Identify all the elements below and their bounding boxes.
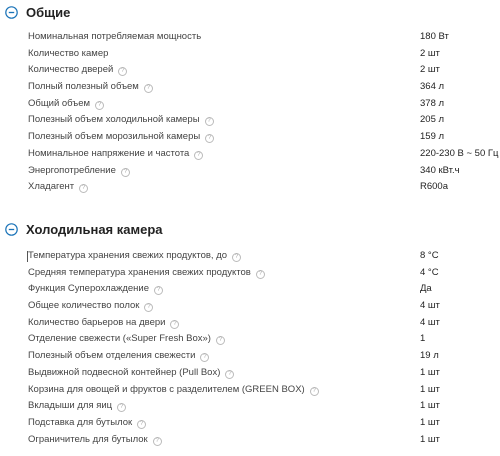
spec-row bbox=[0, 62, 500, 79]
question-circle-icon[interactable]: ? bbox=[205, 117, 214, 126]
question-circle-icon[interactable]: ? bbox=[154, 286, 163, 295]
question-circle-icon[interactable]: ? bbox=[95, 101, 104, 110]
spec-label bbox=[28, 79, 153, 96]
question-circle-icon[interactable]: ? bbox=[144, 303, 153, 312]
spec-value: 4 шт bbox=[420, 316, 440, 328]
spec-row bbox=[0, 415, 500, 432]
spec-label bbox=[28, 365, 234, 382]
question-circle-icon[interactable]: ? bbox=[118, 67, 127, 76]
spec-row bbox=[0, 112, 500, 129]
spec-row bbox=[0, 46, 500, 63]
spec-label-text: Полезный объем отделения свежести bbox=[28, 350, 196, 362]
spec-list-fridge bbox=[0, 248, 500, 448]
spec-label bbox=[28, 129, 214, 146]
spec-row bbox=[0, 382, 500, 399]
spec-label-text: Полезный объем холодильной камеры bbox=[28, 114, 200, 126]
spec-row bbox=[0, 331, 500, 348]
spec-label-text: Хладагент bbox=[28, 181, 75, 193]
spec-value: 1 шт bbox=[420, 383, 440, 395]
section-fridge-title: Холодильная камера bbox=[26, 222, 163, 237]
question-circle-icon[interactable]: ? bbox=[225, 370, 234, 379]
spec-row bbox=[0, 365, 500, 382]
spec-value: 159 л bbox=[420, 131, 445, 143]
section-general-header[interactable] bbox=[0, 0, 500, 24]
spec-label-text: Отделение свежести («Super Fresh Box») bbox=[28, 333, 211, 345]
spec-value: Да bbox=[420, 283, 432, 295]
section-general bbox=[0, 0, 500, 193]
spec-row bbox=[0, 432, 500, 449]
spec-row bbox=[0, 398, 500, 415]
spec-label bbox=[28, 46, 108, 63]
spec-row bbox=[0, 146, 500, 163]
spec-row bbox=[0, 79, 500, 96]
spec-list-general bbox=[0, 29, 500, 196]
spec-label-text: Температура хранения свежих продуктов, до bbox=[28, 250, 228, 261]
spec-label bbox=[28, 248, 241, 265]
spec-row bbox=[0, 129, 500, 146]
spec-value: 1 bbox=[420, 333, 426, 345]
spec-value: 220-230 В ~ 50 Гц bbox=[420, 147, 499, 159]
question-circle-icon[interactable]: ? bbox=[137, 420, 146, 429]
question-circle-icon[interactable]: ? bbox=[232, 253, 241, 262]
spec-label bbox=[28, 398, 126, 415]
spec-value: 4 шт bbox=[420, 300, 440, 312]
section-general-title: Общие bbox=[26, 5, 71, 20]
spec-value: 180 Вт bbox=[420, 31, 449, 42]
spec-label-text: Общее количество полок bbox=[28, 300, 140, 312]
spec-label bbox=[28, 62, 127, 79]
question-circle-icon[interactable]: ? bbox=[144, 84, 153, 93]
spec-label-text: Корзина для овощей и фруктов с разделителем (GREEN BOX) bbox=[28, 383, 305, 395]
spec-label bbox=[28, 415, 146, 432]
spec-value: R600a bbox=[420, 181, 448, 193]
spec-label-text: Подставка для бутылок bbox=[28, 416, 133, 428]
question-circle-icon[interactable]: ? bbox=[170, 320, 179, 329]
spec-value: 1 шт bbox=[420, 416, 440, 428]
section-fridge bbox=[0, 218, 500, 445]
spec-label bbox=[28, 163, 130, 180]
spec-label bbox=[28, 348, 209, 365]
question-circle-icon[interactable]: ? bbox=[200, 353, 209, 362]
question-circle-icon[interactable]: ? bbox=[256, 270, 265, 279]
spec-value: 340 кВт.ч bbox=[420, 164, 460, 176]
spec-label-text: Средняя температура хранения свежих продуктов bbox=[28, 266, 251, 278]
spec-label-text: Полный полезный объем bbox=[28, 81, 139, 93]
spec-value: 364 л bbox=[420, 81, 445, 93]
spec-label-text: Номинальная потребляемая мощность bbox=[28, 31, 202, 42]
spec-label bbox=[28, 331, 225, 348]
spec-row bbox=[0, 163, 500, 180]
spec-label bbox=[28, 179, 88, 196]
minus-circle-icon[interactable] bbox=[5, 6, 18, 19]
spec-value: 4 °C bbox=[420, 266, 439, 278]
spec-label bbox=[28, 146, 203, 163]
spec-label bbox=[28, 29, 201, 46]
spec-value: 1 шт bbox=[420, 400, 440, 412]
spec-row bbox=[0, 281, 500, 298]
question-circle-icon[interactable]: ? bbox=[205, 134, 214, 143]
spec-value: 19 л bbox=[420, 350, 439, 362]
spec-row bbox=[0, 348, 500, 365]
spec-label bbox=[28, 112, 214, 129]
spec-label-text: Ограничитель для бутылок bbox=[28, 433, 148, 445]
spec-label bbox=[28, 265, 265, 282]
spec-label bbox=[28, 281, 163, 298]
spec-label bbox=[28, 315, 179, 332]
spec-label-text: Количество барьеров на двери bbox=[28, 316, 166, 328]
spec-value: 2 шт bbox=[420, 64, 440, 76]
spec-row bbox=[0, 96, 500, 113]
spec-label-text: Количество дверей bbox=[28, 64, 114, 76]
spec-label-text: Вкладыши для яиц bbox=[28, 400, 113, 412]
spec-value: 378 л bbox=[420, 97, 445, 109]
spec-value: 8 °C bbox=[420, 250, 439, 261]
question-circle-icon[interactable]: ? bbox=[117, 403, 126, 412]
spec-row bbox=[0, 315, 500, 332]
section-fridge-header[interactable] bbox=[0, 218, 500, 242]
question-circle-icon[interactable]: ? bbox=[153, 437, 162, 446]
spec-row bbox=[0, 29, 500, 46]
spec-row bbox=[0, 265, 500, 282]
spec-value: 205 л bbox=[420, 114, 445, 126]
spec-value: 1 шт bbox=[420, 433, 440, 445]
spec-row bbox=[0, 179, 500, 196]
spec-label bbox=[28, 432, 162, 449]
question-circle-icon[interactable]: ? bbox=[310, 387, 319, 396]
spec-label-text: Номинальное напряжение и частота bbox=[28, 147, 190, 159]
question-circle-icon[interactable]: ? bbox=[79, 184, 88, 193]
question-circle-icon[interactable]: ? bbox=[194, 151, 203, 160]
spec-label bbox=[28, 298, 153, 315]
spec-label-text: Количество камер bbox=[28, 47, 109, 59]
spec-label bbox=[28, 382, 319, 399]
spec-label-text: Общий объем bbox=[28, 97, 91, 109]
spec-value: 2 шт bbox=[420, 47, 440, 59]
minus-circle-icon[interactable] bbox=[5, 223, 18, 236]
spec-row bbox=[0, 248, 500, 265]
spec-row bbox=[0, 298, 500, 315]
spec-value: 1 шт bbox=[420, 366, 440, 378]
spec-label-text: Выдвижной подвесной контейнер (Pull Box) bbox=[28, 366, 221, 378]
spec-label-text: Полезный объем морозильной камеры bbox=[28, 131, 201, 143]
question-circle-icon[interactable]: ? bbox=[216, 336, 225, 345]
spec-label-text: Энергопотребление bbox=[28, 164, 116, 176]
spec-label-text: Функция Суперохлаждение bbox=[28, 283, 149, 295]
spec-label bbox=[28, 96, 104, 113]
question-circle-icon[interactable]: ? bbox=[121, 168, 130, 177]
